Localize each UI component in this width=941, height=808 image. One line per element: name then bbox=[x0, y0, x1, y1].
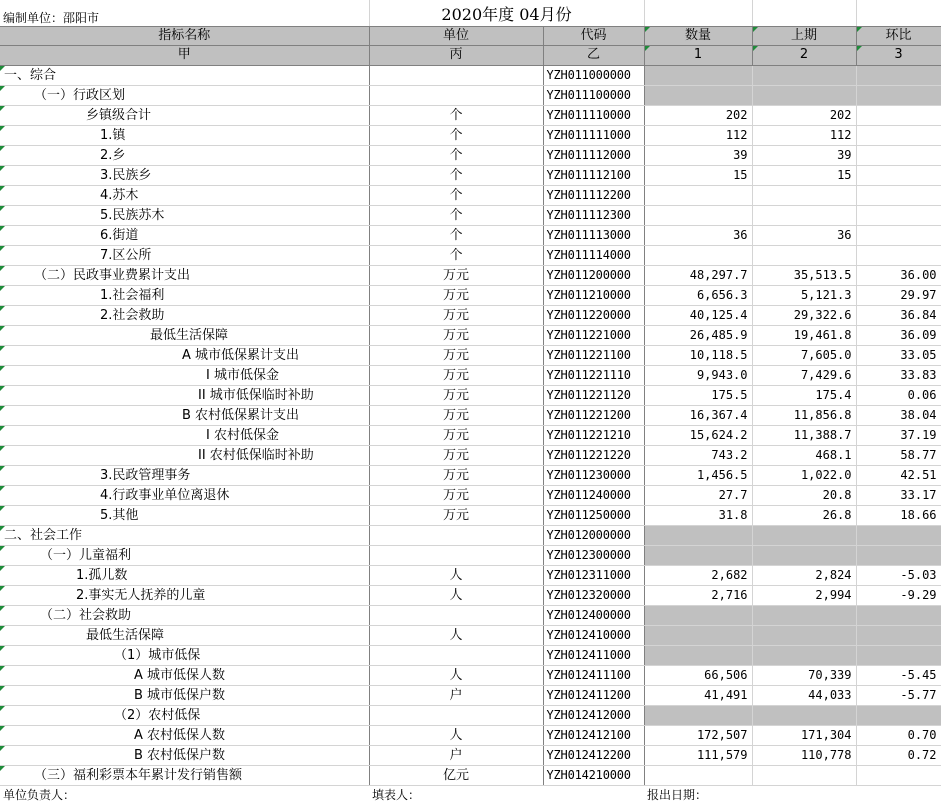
qty-cell[interactable]: 31.8 bbox=[644, 505, 752, 525]
unit-cell[interactable] bbox=[369, 65, 543, 85]
empty-cell[interactable] bbox=[856, 0, 941, 26]
unit-cell[interactable] bbox=[369, 525, 543, 545]
column-header-row bbox=[0, 26, 941, 45]
code-cell[interactable]: YZH012300000 bbox=[543, 545, 644, 565]
indicator-name-cell[interactable]: 2.社会救助 bbox=[0, 305, 369, 325]
unit-cell[interactable] bbox=[369, 545, 543, 565]
table-row bbox=[0, 205, 941, 225]
code-cell[interactable]: YZH012411000 bbox=[543, 645, 644, 665]
code-cell[interactable]: YZH012411200 bbox=[543, 685, 644, 705]
footer-row bbox=[0, 785, 941, 805]
indicator-name-cell[interactable]: 2.乡 bbox=[0, 145, 369, 165]
qty-cell[interactable] bbox=[644, 85, 752, 105]
code-cell[interactable]: YZH011200000 bbox=[543, 265, 644, 285]
unit-cell[interactable]: 亿元 bbox=[369, 765, 543, 785]
qty-cell[interactable]: 10,118.5 bbox=[644, 345, 752, 365]
ratio-cell[interactable] bbox=[856, 245, 941, 265]
ratio-cell[interactable]: 33.83 bbox=[856, 365, 941, 385]
code-cell[interactable]: YZH011110000 bbox=[543, 105, 644, 125]
ratio-cell[interactable]: 37.19 bbox=[856, 425, 941, 445]
prev-cell[interactable]: 35,513.5 bbox=[752, 265, 856, 285]
qty-cell[interactable] bbox=[644, 185, 752, 205]
table-row bbox=[0, 185, 941, 205]
prev-cell[interactable]: 5,121.3 bbox=[752, 285, 856, 305]
indicator-name-cell[interactable]: 1.社会福利 bbox=[0, 285, 369, 305]
ratio-cell[interactable] bbox=[856, 105, 941, 125]
ratio-cell[interactable] bbox=[856, 645, 941, 665]
qty-cell[interactable]: 112 bbox=[644, 125, 752, 145]
qty-cell[interactable]: 39 bbox=[644, 145, 752, 165]
ratio-cell[interactable] bbox=[856, 125, 941, 145]
column-code-row bbox=[0, 45, 941, 65]
unit-cell[interactable] bbox=[369, 85, 543, 105]
indicator-name-cell[interactable]: 乡镇级合计 bbox=[0, 105, 369, 125]
ratio-cell[interactable]: -5.45 bbox=[856, 665, 941, 685]
indicator-name-cell[interactable]: 二、社会工作 bbox=[0, 525, 369, 545]
unit-cell[interactable]: 个 bbox=[369, 245, 543, 265]
table-row bbox=[0, 705, 941, 725]
prev-cell[interactable]: 11,388.7 bbox=[752, 425, 856, 445]
indicator-name-cell[interactable]: （二）社会救助 bbox=[0, 605, 369, 625]
prev-cell[interactable]: 1,022.0 bbox=[752, 465, 856, 485]
table-row bbox=[0, 645, 941, 665]
qty-cell[interactable]: 41,491 bbox=[644, 685, 752, 705]
prev-cell[interactable]: 2,824 bbox=[752, 565, 856, 585]
table-row bbox=[0, 545, 941, 565]
ratio-cell[interactable] bbox=[856, 205, 941, 225]
prev-cell[interactable]: 11,856.8 bbox=[752, 405, 856, 425]
unit-cell[interactable]: 个 bbox=[369, 165, 543, 185]
code-cell[interactable]: YZH012311000 bbox=[543, 565, 644, 585]
qty-cell[interactable]: 15 bbox=[644, 165, 752, 185]
ratio-cell[interactable]: -9.29 bbox=[856, 585, 941, 605]
code-cell[interactable]: YZH011230000 bbox=[543, 465, 644, 485]
ratio-cell[interactable]: -5.77 bbox=[856, 685, 941, 705]
unit-cell[interactable]: 人 bbox=[369, 665, 543, 685]
unit-cell[interactable]: 户 bbox=[369, 685, 543, 705]
ratio-cell[interactable]: 38.04 bbox=[856, 405, 941, 425]
table-row bbox=[0, 65, 941, 85]
col-code-unit[interactable]: 丙 bbox=[369, 45, 543, 65]
prev-cell[interactable] bbox=[752, 85, 856, 105]
prev-cell[interactable] bbox=[752, 765, 856, 785]
prev-cell[interactable]: 7,605.0 bbox=[752, 345, 856, 365]
unit-cell[interactable]: 人 bbox=[369, 565, 543, 585]
unit-cell[interactable]: 人 bbox=[369, 725, 543, 745]
qty-cell[interactable] bbox=[644, 65, 752, 85]
indicator-name-cell[interactable]: （三）福利彩票本年累计发行销售额 bbox=[0, 765, 369, 785]
ratio-cell[interactable]: 58.77 bbox=[856, 445, 941, 465]
ratio-cell[interactable] bbox=[856, 145, 941, 165]
qty-cell[interactable]: 26,485.9 bbox=[644, 325, 752, 345]
prev-cell[interactable]: 36 bbox=[752, 225, 856, 245]
indicator-name-cell[interactable]: （二）民政事业费累计支出 bbox=[0, 265, 369, 285]
prev-cell[interactable] bbox=[752, 245, 856, 265]
table-row bbox=[0, 685, 941, 705]
prev-cell[interactable]: 110,778 bbox=[752, 745, 856, 765]
ratio-cell[interactable]: -5.03 bbox=[856, 565, 941, 585]
filler-label[interactable]: 填表人： bbox=[372, 787, 421, 802]
qty-cell[interactable] bbox=[644, 645, 752, 665]
qty-cell[interactable] bbox=[644, 245, 752, 265]
report-period[interactable]: 2020年度 04月份 bbox=[369, 0, 644, 26]
prev-cell[interactable]: 29,322.6 bbox=[752, 305, 856, 325]
code-cell[interactable]: YZH011112300 bbox=[543, 205, 644, 225]
prev-cell[interactable]: 112 bbox=[752, 125, 856, 145]
qty-cell[interactable]: 16,367.4 bbox=[644, 405, 752, 425]
ratio-cell[interactable]: 0.70 bbox=[856, 725, 941, 745]
qty-cell[interactable]: 2,682 bbox=[644, 565, 752, 585]
empty-cell[interactable] bbox=[752, 0, 856, 26]
col-code-ratio[interactable]: 3 bbox=[856, 45, 941, 65]
code-cell[interactable]: YZH011221100 bbox=[543, 345, 644, 365]
table-row bbox=[0, 325, 941, 345]
ratio-cell[interactable] bbox=[856, 545, 941, 565]
code-cell[interactable]: YZH012411100 bbox=[543, 665, 644, 685]
indicator-name-cell[interactable]: 5.其他 bbox=[0, 505, 369, 525]
qty-cell[interactable]: 172,507 bbox=[644, 725, 752, 745]
indicator-name-cell[interactable]: B 农村低保累计支出 bbox=[0, 405, 369, 425]
ratio-cell[interactable] bbox=[856, 165, 941, 185]
qty-cell[interactable]: 48,297.7 bbox=[644, 265, 752, 285]
ratio-cell[interactable] bbox=[856, 705, 941, 725]
unit-cell[interactable]: 万元 bbox=[369, 385, 543, 405]
ratio-cell[interactable]: 33.05 bbox=[856, 345, 941, 365]
ratio-cell[interactable]: 36.09 bbox=[856, 325, 941, 345]
prev-cell[interactable] bbox=[752, 705, 856, 725]
unit-cell[interactable]: 个 bbox=[369, 105, 543, 125]
indicator-name-cell[interactable]: 一、综合 bbox=[0, 65, 369, 85]
prev-cell[interactable]: 44,033 bbox=[752, 685, 856, 705]
unit-cell[interactable]: 万元 bbox=[369, 465, 543, 485]
prev-cell[interactable] bbox=[752, 185, 856, 205]
prev-cell[interactable] bbox=[752, 645, 856, 665]
indicator-name-cell[interactable]: A 城市低保累计支出 bbox=[0, 345, 369, 365]
table-row bbox=[0, 145, 941, 165]
qty-cell[interactable] bbox=[644, 545, 752, 565]
leader-label[interactable]: 单位负责人： bbox=[3, 787, 76, 802]
indicator-name-cell[interactable]: （1）城市低保 bbox=[0, 645, 369, 665]
code-cell[interactable]: YZH011221120 bbox=[543, 385, 644, 405]
table-row bbox=[0, 585, 941, 605]
indicator-name-cell[interactable]: 2.事实无人抚养的儿童 bbox=[0, 585, 369, 605]
code-cell[interactable]: YZH011221200 bbox=[543, 405, 644, 425]
prev-cell[interactable]: 20.8 bbox=[752, 485, 856, 505]
ratio-cell[interactable] bbox=[856, 625, 941, 645]
qty-cell[interactable] bbox=[644, 625, 752, 645]
col-header-code[interactable]: 代码 bbox=[543, 26, 644, 45]
table-row bbox=[0, 505, 941, 525]
qty-cell[interactable]: 175.5 bbox=[644, 385, 752, 405]
code-cell[interactable]: YZH011221210 bbox=[543, 425, 644, 445]
code-cell[interactable]: YZH011112200 bbox=[543, 185, 644, 205]
indicator-name-cell[interactable]: 4.行政事业单位离退休 bbox=[0, 485, 369, 505]
prev-cell[interactable] bbox=[752, 205, 856, 225]
qty-cell[interactable] bbox=[644, 605, 752, 625]
qty-cell[interactable]: 1,456.5 bbox=[644, 465, 752, 485]
unit-cell[interactable]: 万元 bbox=[369, 445, 543, 465]
indicator-name-cell[interactable]: B 城市低保户数 bbox=[0, 685, 369, 705]
unit-cell[interactable]: 个 bbox=[369, 185, 543, 205]
code-cell[interactable]: YZH011221110 bbox=[543, 365, 644, 385]
table-row bbox=[0, 125, 941, 145]
unit-cell[interactable]: 个 bbox=[369, 145, 543, 165]
indicator-name-cell[interactable]: （一）儿童福利 bbox=[0, 545, 369, 565]
table-row bbox=[0, 725, 941, 745]
ratio-cell[interactable]: 36.84 bbox=[856, 305, 941, 325]
ratio-cell[interactable]: 0.06 bbox=[856, 385, 941, 405]
table-row bbox=[0, 405, 941, 425]
code-cell[interactable]: YZH014210000 bbox=[543, 765, 644, 785]
prev-cell[interactable] bbox=[752, 65, 856, 85]
unit-cell[interactable]: 万元 bbox=[369, 305, 543, 325]
col-header-ratio[interactable]: 环比 bbox=[856, 26, 941, 45]
date-label[interactable]: 报出日期： bbox=[647, 787, 708, 802]
ratio-cell[interactable] bbox=[856, 65, 941, 85]
qty-cell[interactable]: 111,579 bbox=[644, 745, 752, 765]
code-cell[interactable]: YZH011240000 bbox=[543, 485, 644, 505]
code-cell[interactable]: YZH011210000 bbox=[543, 285, 644, 305]
table-row bbox=[0, 265, 941, 285]
prev-cell[interactable]: 202 bbox=[752, 105, 856, 125]
empty-cell[interactable] bbox=[644, 0, 752, 26]
code-cell[interactable]: YZH012412100 bbox=[543, 725, 644, 745]
qty-cell[interactable]: 40,125.4 bbox=[644, 305, 752, 325]
qty-cell[interactable]: 6,656.3 bbox=[644, 285, 752, 305]
prev-cell[interactable]: 468.1 bbox=[752, 445, 856, 465]
prev-cell[interactable]: 70,339 bbox=[752, 665, 856, 685]
unit-cell[interactable]: 个 bbox=[369, 225, 543, 245]
table-row bbox=[0, 345, 941, 365]
code-cell[interactable]: YZH011112100 bbox=[543, 165, 644, 185]
org-label[interactable]: 编制单位：邵阳市 bbox=[0, 0, 369, 26]
table-row bbox=[0, 105, 941, 125]
code-cell[interactable]: YZH011112000 bbox=[543, 145, 644, 165]
prev-cell[interactable]: 26.8 bbox=[752, 505, 856, 525]
table-row bbox=[0, 525, 941, 545]
unit-cell[interactable]: 万元 bbox=[369, 325, 543, 345]
ratio-cell[interactable]: 42.51 bbox=[856, 465, 941, 485]
ratio-cell[interactable]: 33.17 bbox=[856, 485, 941, 505]
qty-cell[interactable]: 36 bbox=[644, 225, 752, 245]
code-cell[interactable]: YZH011100000 bbox=[543, 85, 644, 105]
code-cell[interactable]: YZH012000000 bbox=[543, 525, 644, 545]
unit-cell[interactable] bbox=[369, 645, 543, 665]
prev-cell[interactable]: 15 bbox=[752, 165, 856, 185]
indicator-name-cell[interactable]: 最低生活保障 bbox=[0, 325, 369, 345]
indicator-name-cell[interactable]: I 城市低保金 bbox=[0, 365, 369, 385]
code-cell[interactable]: YZH011000000 bbox=[543, 65, 644, 85]
title-row bbox=[0, 0, 941, 26]
code-cell[interactable]: YZH011221220 bbox=[543, 445, 644, 465]
unit-cell[interactable]: 个 bbox=[369, 205, 543, 225]
indicator-name-cell[interactable]: 4.苏木 bbox=[0, 185, 369, 205]
indicator-name-cell[interactable]: II 城市低保临时补助 bbox=[0, 385, 369, 405]
unit-cell[interactable]: 户 bbox=[369, 745, 543, 765]
table-row bbox=[0, 445, 941, 465]
indicator-name-cell[interactable]: 1.孤儿数 bbox=[0, 565, 369, 585]
unit-cell[interactable]: 万元 bbox=[369, 425, 543, 445]
prev-cell[interactable]: 175.4 bbox=[752, 385, 856, 405]
prev-cell[interactable]: 7,429.6 bbox=[752, 365, 856, 385]
table-row bbox=[0, 365, 941, 385]
indicator-name-cell[interactable]: 1.镇 bbox=[0, 125, 369, 145]
code-cell[interactable]: YZH011221000 bbox=[543, 325, 644, 345]
prev-cell[interactable] bbox=[752, 625, 856, 645]
indicator-name-cell[interactable]: 6.街道 bbox=[0, 225, 369, 245]
ratio-cell[interactable]: 0.72 bbox=[856, 745, 941, 765]
prev-cell[interactable]: 171,304 bbox=[752, 725, 856, 745]
indicator-name-cell[interactable]: I 农村低保金 bbox=[0, 425, 369, 445]
table-row bbox=[0, 245, 941, 265]
table-row bbox=[0, 605, 941, 625]
col-code-code[interactable]: 乙 bbox=[543, 45, 644, 65]
table-row bbox=[0, 85, 941, 105]
qty-cell[interactable] bbox=[644, 525, 752, 545]
indicator-name-cell[interactable]: 5.民族苏木 bbox=[0, 205, 369, 225]
indicator-name-cell[interactable]: A 城市低保人数 bbox=[0, 665, 369, 685]
prev-cell[interactable] bbox=[752, 525, 856, 545]
unit-cell[interactable]: 人 bbox=[369, 585, 543, 605]
unit-cell[interactable]: 人 bbox=[369, 625, 543, 645]
table-row bbox=[0, 225, 941, 245]
table-row bbox=[0, 285, 941, 305]
unit-cell[interactable]: 万元 bbox=[369, 345, 543, 365]
ratio-cell[interactable] bbox=[856, 85, 941, 105]
indicator-name-cell[interactable]: （一）行政区划 bbox=[0, 85, 369, 105]
indicator-name-cell[interactable]: 3.民政管理事务 bbox=[0, 465, 369, 485]
col-code-name[interactable]: 甲 bbox=[0, 45, 369, 65]
qty-cell[interactable] bbox=[644, 205, 752, 225]
indicator-name-cell[interactable]: II 农村低保临时补助 bbox=[0, 445, 369, 465]
unit-cell[interactable]: 个 bbox=[369, 125, 543, 145]
ratio-cell[interactable]: 29.97 bbox=[856, 285, 941, 305]
indicator-name-cell[interactable]: A 农村低保人数 bbox=[0, 725, 369, 745]
table-row bbox=[0, 565, 941, 585]
ratio-cell[interactable] bbox=[856, 525, 941, 545]
ratio-cell[interactable] bbox=[856, 185, 941, 205]
code-cell[interactable]: YZH011220000 bbox=[543, 305, 644, 325]
ratio-cell[interactable] bbox=[856, 765, 941, 785]
table-row bbox=[0, 165, 941, 185]
code-cell[interactable]: YZH011111000 bbox=[543, 125, 644, 145]
unit-cell[interactable] bbox=[369, 605, 543, 625]
prev-cell[interactable]: 19,461.8 bbox=[752, 325, 856, 345]
unit-cell[interactable]: 万元 bbox=[369, 285, 543, 305]
col-code-qty[interactable]: 1 bbox=[644, 45, 752, 65]
prev-cell[interactable] bbox=[752, 545, 856, 565]
qty-cell[interactable] bbox=[644, 705, 752, 725]
ratio-cell[interactable]: 36.00 bbox=[856, 265, 941, 285]
code-cell[interactable]: YZH011113000 bbox=[543, 225, 644, 245]
qty-cell[interactable]: 9,943.0 bbox=[644, 365, 752, 385]
unit-cell[interactable]: 万元 bbox=[369, 405, 543, 425]
indicator-name-cell[interactable]: 7.区公所 bbox=[0, 245, 369, 265]
indicator-name-cell[interactable]: 最低生活保障 bbox=[0, 625, 369, 645]
qty-cell[interactable]: 15,624.2 bbox=[644, 425, 752, 445]
indicator-name-cell[interactable]: （2）农村低保 bbox=[0, 705, 369, 725]
code-cell[interactable]: YZH012410000 bbox=[543, 625, 644, 645]
qty-cell[interactable]: 202 bbox=[644, 105, 752, 125]
table-row bbox=[0, 385, 941, 405]
indicator-name-cell[interactable]: 3.民族乡 bbox=[0, 165, 369, 185]
code-cell[interactable]: YZH011114000 bbox=[543, 245, 644, 265]
col-header-unit[interactable]: 单位 bbox=[369, 26, 543, 45]
indicator-name-cell[interactable]: B 农村低保户数 bbox=[0, 745, 369, 765]
qty-cell[interactable] bbox=[644, 765, 752, 785]
unit-cell[interactable]: 万元 bbox=[369, 485, 543, 505]
code-cell[interactable]: YZH012320000 bbox=[543, 585, 644, 605]
col-header-name[interactable]: 指标名称 bbox=[0, 26, 369, 45]
code-cell[interactable]: YZH011250000 bbox=[543, 505, 644, 525]
unit-cell[interactable]: 万元 bbox=[369, 265, 543, 285]
qty-cell[interactable]: 66,506 bbox=[644, 665, 752, 685]
unit-cell[interactable]: 万元 bbox=[369, 365, 543, 385]
table-row bbox=[0, 665, 941, 685]
table-row bbox=[0, 765, 941, 785]
table-row bbox=[0, 465, 941, 485]
unit-cell[interactable] bbox=[369, 705, 543, 725]
table-row bbox=[0, 305, 941, 325]
prev-cell[interactable] bbox=[752, 605, 856, 625]
qty-cell[interactable]: 2,716 bbox=[644, 585, 752, 605]
code-cell[interactable]: YZH012412000 bbox=[543, 705, 644, 725]
qty-cell[interactable]: 743.2 bbox=[644, 445, 752, 465]
col-header-prev[interactable]: 上期 bbox=[752, 26, 856, 45]
ratio-cell[interactable] bbox=[856, 225, 941, 245]
ratio-cell[interactable]: 18.66 bbox=[856, 505, 941, 525]
col-code-prev[interactable]: 2 bbox=[752, 45, 856, 65]
ratio-cell[interactable] bbox=[856, 605, 941, 625]
prev-cell[interactable]: 2,994 bbox=[752, 585, 856, 605]
table-row bbox=[0, 425, 941, 445]
code-cell[interactable]: YZH012412200 bbox=[543, 745, 644, 765]
table-row bbox=[0, 745, 941, 765]
code-cell[interactable]: YZH012400000 bbox=[543, 605, 644, 625]
prev-cell[interactable]: 39 bbox=[752, 145, 856, 165]
unit-cell[interactable]: 万元 bbox=[369, 505, 543, 525]
qty-cell[interactable]: 27.7 bbox=[644, 485, 752, 505]
table-row bbox=[0, 625, 941, 645]
table-row bbox=[0, 485, 941, 505]
col-header-qty[interactable]: 数量 bbox=[644, 26, 752, 45]
